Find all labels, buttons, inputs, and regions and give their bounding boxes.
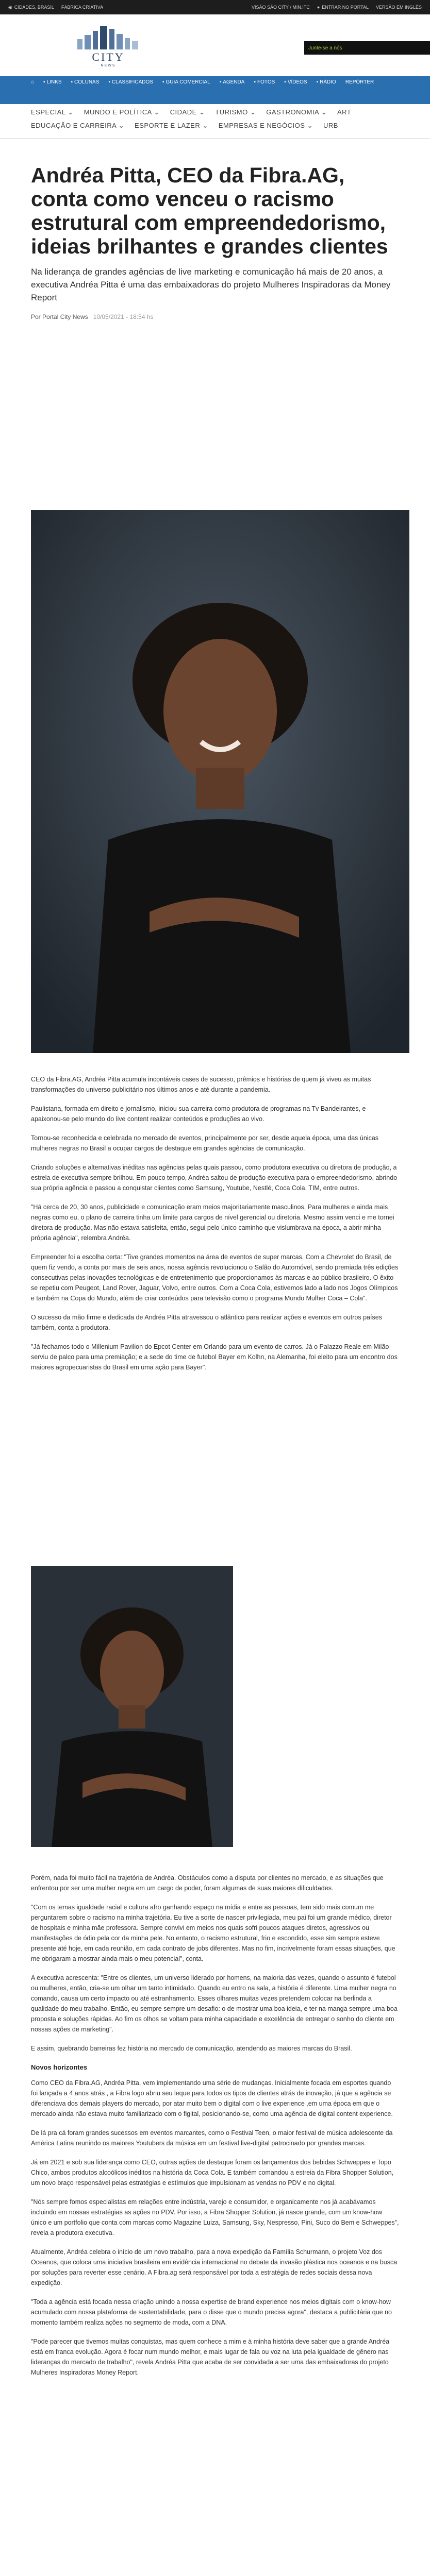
home-icon[interactable]: ⌂: [31, 79, 35, 85]
paragraph: Empreender foi a escolha certa: "Tive grandes momentos na área de eventos de super marcas. Com a Chevrolet do Brasil, de quem fiz vendo, a conta por mais de seis anos, nossa agência revolucionou o Salão do Automóvel, sendo premiada três edições consecutivas pelas inovações tecnológicas e de entretenimento que proporcionamos às marcas e ao público brasileiro. O êxito se repetiu com Peugeot, Land Rover, Jaguar, Volvo, entre outros. Com a Coca Cola, estivemos lado a lado nos Jogos Olímpicos e também na Copa do Mundo, além de criar conteúdos para televisão como o programa Mundo Mulher Coca – Cola".: [31, 1253, 399, 1302]
paragraph: Criando soluções e alternativas inéditas nas agências pelas quais passou, como produtora executiva ou diretora de produção, a estrela de executiva sempre brilhou. Em pouco tempo, Andréa saltou de produção executiva para o empreendedorismo, abrindo sua própria agência e passou a conquistar clientes como Samsung, Youtube, Nestlé, Coca Cola, TIM, entre outros.: [31, 1164, 398, 1192]
paragraph: Atualmente, Andréa celebra o início de um novo trabalho, para a nova expedição da Família Schurmann, o projeto Voz dos Oceanos, que coloca uma iniciativa brasileira em evidência internacional no debate da invasão plástica nos oceanos e na busca por soluções para reverter esse cenário. A Fibra.ag será responsável por toda a estratégia de redes sociais dessa nova expedição.: [31, 2248, 398, 2286]
nav-guide[interactable]: ▪ GUIA COMERCIAL: [162, 79, 210, 85]
author-link[interactable]: Por Portal City News: [31, 313, 88, 320]
top-utility-bar: [0, 0, 430, 14]
nav-classifieds[interactable]: ▪ CLASSIFICADOS: [108, 79, 153, 85]
main-nav: [0, 76, 430, 104]
paragraph: "Pode parecer que tivemos muitas conquistas, mas quem conhece a mim e à minha história deve saber que a grande Andréa está em franca evolução. Agora é focar num mundo melhor, e mais lugar de fala ou voz na luta pela igualdade de gênero nas lideranças do mercado de trabalho", revela Andréa Pitta que acaba de ser convidada a ser uma das embaixadoras do projeto Mulheres Inspiradoras Money Report.: [31, 2338, 390, 2376]
cat-empresas[interactable]: EMPRESAS E NEGÓCIOS ⌄: [218, 122, 313, 129]
portrait-illustration-2: [31, 1566, 233, 1847]
paragraph: O sucesso da mão firme e dedicada de Andréa Pitta atravessou o atlântico para realizar ações e eventos em outros países também, conta a produtora.: [31, 1314, 382, 1331]
nav-agenda[interactable]: ▪ AGENDA: [219, 79, 245, 85]
paragraph: A executiva acrescenta: "Entre os clientes, um universo liderado por homens, na maioria das vezes, quando o assunto é futebol ou mulheres, então, cria-se um olhar um tanto intimidado. Quando eu entro na sala, a história é diferente. Uma mulher negra no comando, causa um certo impacto ou até estranhamento. Esses olhares muitas vezes pretendem colocar na berlinda a qualidade do meu trabalho. Então, eu sempre sempre um desafio: o de mostrar uma boa ideia, e ter na manga sempre uma boa proposta e soluções rápidas. Ao fim os olhos se voltam para minha capacidade e excelência de entregar o sonho do cliente em nossas ações de marketing".: [31, 1974, 398, 2033]
portal-login-link[interactable]: ● ENTRAR NO PORTAL: [317, 5, 369, 10]
paragraph: Porém, nada foi muito fácil na trajetória de Andréa. Obstáculos como a disputa por clientes no mercado, e as situações que enfrentou por ser uma mulher negra em um cargo de poder, foram algumas de suas maiores dificuldades.: [31, 1874, 384, 1892]
secondary-portrait-photo: [31, 1566, 233, 1847]
cat-arte[interactable]: ART: [337, 108, 352, 116]
byline: [31, 313, 399, 320]
cat-urbano[interactable]: URB: [323, 122, 338, 129]
paragraph: E assim, quebrando barreiras fez história no mercado de comunicação, atendendo as maiores marcas do Brasil.: [31, 2045, 352, 2052]
publish-date: 10/05/2021 - 18:54 hs: [93, 313, 154, 320]
paragraph: "Já fechamos todo o Millenium Pavilion do Epcot Center em Orlando para um evento de carros. Já o Palazzo Reale em Milão serviu de palco para uma premiação; e a sede do time de futebol Bayer em Kolhn, na Alemanha, foi eleito para um encontro dos maiores agropecuaristas do Brasil em uma ação para Bayer".: [31, 1343, 398, 1371]
nav-links[interactable]: ▪ LINKS: [43, 79, 62, 85]
header: [0, 14, 430, 76]
cat-gastronomia[interactable]: GASTRONOMIA ⌄: [266, 108, 327, 116]
cat-mundo[interactable]: MUNDO E POLÍTICA ⌄: [84, 108, 160, 116]
paragraph: Tornou-se reconhecida e celebrada no mercado de eventos, principalmente por ser, desde aquela época, uma das únicas mulheres negras no Brasil a ocupar cargos de destaque em grandes agências de comunicação.: [31, 1134, 379, 1152]
article-body-part1: [31, 1074, 399, 1381]
nav-columns[interactable]: ▪ COLUNAS: [71, 79, 100, 85]
nav-photos[interactable]: ▪ FOTOS: [254, 79, 275, 85]
cat-especial[interactable]: ESPECIAL ⌄: [31, 108, 74, 116]
article-header: [0, 139, 430, 320]
nav-reporter[interactable]: REPÓRTER: [345, 79, 374, 85]
paragraph: "Com os temas igualdade racial e cultura afro ganhando espaço na mídia e entre as pessoas, tem sido mais comum me perguntarem sobre o racismo na minha trajetória. Eu tive a sorte de nascer privilegiada, meu pai foi um grande médico, diretor de hospitais e minha mãe professora. Sempre convivi em meios nos quais sofri poucos ataques diretos, agressivos ou manifestações de ódio pela cor da minha pele. No entanto, o racismo estrutural, frio e escondido, esse sim sempre esteve presente até hoje, em cada reunião, em cada contrato de jobs diferentes. Mas no fim, incrivelmente foram essas situações, que me obrigaram a mostrar ainda mais o meu potencial", conta.: [31, 1904, 395, 1962]
location-link[interactable]: ◉ CIDADES, BRASIL: [8, 4, 54, 10]
english-version-link[interactable]: VERSÃO EM INGLÊS: [375, 5, 422, 10]
logo-subtitle: NEWS: [101, 64, 116, 67]
paragraph: "Toda a agência está focada nessa criação unindo a nossa expertise de brand experience nos meios digitais com o know-how acumulado com nossa plataforma de sustentabilidade, para o disse que o mundo precisa agora", destaca a publicitária que no momento também realiza ações no segmento de moda, com a DNA.: [31, 2298, 392, 2326]
main-portrait-photo: [31, 510, 409, 1053]
article-body-part2: [31, 1873, 399, 2386]
ad-banner[interactable]: Junte-se a nós: [304, 41, 430, 55]
paragraph: "Há cerca de 20, 30 anos, publicidade e comunicação eram meios majoritariamente masculinos. Para mulheres e ainda mais negras como eu, o plano de carreira tinha um limite para cargos de nível gerencial ou diretoria. Mesmo assim venci e me tornei diretora de produção. Mas não estava satisfeita, então, segui pelo único caminho que vislumbrava na época, a abrir minha própria agência", relembra Andréa.: [31, 1204, 394, 1242]
paragraph: Paulistana, formada em direito e jornalismo, iniciou sua carreira como produtora de programas na Tv Bandeirantes, e apaixonou-se pelo mundo do live content realizar conteúdos e produções ao vivo.: [31, 1105, 366, 1123]
cat-educacao[interactable]: EDUCAÇÃO E CARREIRA ⌄: [31, 122, 125, 129]
cat-turismo[interactable]: TURISMO ⌄: [215, 108, 256, 116]
cat-cidade[interactable]: CIDADE ⌄: [170, 108, 205, 116]
pin-icon: ◉: [8, 4, 12, 10]
nav-videos[interactable]: ▪ VÍDEOS: [284, 79, 307, 85]
paragraph: Como CEO da Fibra.AG, Andréa Pitta, vem implementando uma série de mudanças. Inicialmente focada em esportes quando foi lançada a 4 anos atrás , a Fibra logo abriu seu leque para todos os tipos de clientes atrás de inovação, já que a agência se diferenciava dos demais players do mercado, por atar muito bem o digital com o live experience ,em uma época em que o mercado ainda não estava muito familiarizado com o figital, posicionando-se, como uma agência de digital content experience.: [31, 2079, 393, 2117]
skyline-icon: [67, 24, 150, 49]
portrait-illustration: [31, 510, 409, 1053]
section-heading: Novos horizontes: [31, 2063, 88, 2071]
nav-radio[interactable]: ▪ RÁDIO: [316, 79, 336, 85]
paragraph: De lá pra cá foram grandes sucessos em eventos marcantes, como o Festival Teen, o maior festival de música adolescente da América Latina reunindo os maiores Youtubers da música em um festival live-digital patrocinado por grandes marcas.: [31, 2129, 393, 2147]
category-nav: [0, 104, 430, 139]
paragraph: Já em 2021 e sob sua liderança como CEO, outras ações de destaque foram os lançamentos dos bebidas Schweppes e Topo Chico, ambos produtos alcoólicos inéditos na história da Coca Cola. E também comandou a estreia da Fibra Shopper Solution, um novo braço responsável pelas estratégias e estímulos que impulsionam as vendas no PDV e no digital.: [31, 2159, 394, 2187]
paragraph: "Nós sempre fomos especialistas em relações entre indústria, varejo e consumidor, e organicamente nos já acabávamos incluindo em nossas estratégias as ações no PDV. Por isso, a Fibra Shopper Solution, já nasce grande, com um know-how único e um portfolio que conta com marcas como Magazine Luiza, Samsung, Sky, Nespresso, Pini, Suco do Bem e Schweppes", revela a produtora executiva.: [31, 2198, 399, 2236]
city-view-link[interactable]: VISÃO SÃO CITY / MIN.ITC: [251, 5, 310, 10]
user-icon: ●: [317, 5, 320, 10]
cat-esporte[interactable]: ESPORTE E LAZER ⌄: [135, 122, 208, 129]
logo-wordmark: CITY: [92, 50, 125, 63]
article-title: Andréa Pitta, CEO da Fibra.AG, conta como venceu o racismo estrutural com empreendedorismo, ideias brilhantes e grandes clientes: [31, 163, 388, 258]
creative-link[interactable]: FÁBRICA CRIATIVA: [61, 5, 104, 10]
paragraph: CEO da Fibra.AG, Andréa Pitta acumula incontáveis cases de sucesso, prêmios e histórias de quem já viveu as muitas transformações do universo publicitário nos últimos anos e até durante a pandemia.: [31, 1076, 371, 1093]
article-subtitle: Na liderança de grandes agências de live marketing e comunicação há mais de 20 anos, a executiva Andréa Pitta é uma das embaixadoras do projeto Mulheres Inspiradoras da Money Report: [31, 267, 391, 302]
site-logo[interactable]: [57, 24, 160, 75]
